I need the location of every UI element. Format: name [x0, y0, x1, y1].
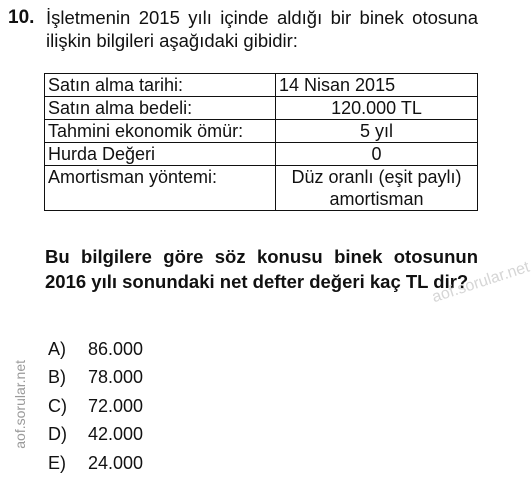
- option-letter: E): [48, 452, 66, 473]
- option-letter: C): [48, 395, 67, 416]
- option-c[interactable]: [48, 392, 143, 421]
- answer-options: [48, 335, 143, 478]
- side-watermark: [2, 360, 28, 465]
- table-label: Amortisman yöntemi:: [45, 166, 276, 211]
- question-number: 10.: [8, 7, 35, 28]
- table-label: Tahmini ekonomik ömür:: [45, 120, 276, 143]
- option-b[interactable]: [48, 364, 143, 393]
- option-text: 86.000: [88, 338, 144, 359]
- table-row: [45, 120, 478, 143]
- info-table: [44, 73, 478, 211]
- table-value: 0: [276, 143, 478, 166]
- table-value: 5 yıl: [276, 120, 478, 143]
- option-text: 72.000: [88, 395, 144, 416]
- table-row: [45, 97, 478, 120]
- table-row: [45, 166, 478, 211]
- question-intro: İşletmenin 2015 yılı içinde aldığı bir binek otosuna ilişkin bilgileri aşağıdaki gibidir:: [46, 7, 478, 51]
- side-watermark-text: aof.sorular.net: [12, 360, 28, 449]
- option-letter: D): [48, 424, 67, 445]
- table-label: Satın alma tarihi:: [45, 74, 276, 97]
- option-letter: A): [48, 338, 66, 359]
- option-letter: B): [48, 367, 66, 388]
- option-d[interactable]: [48, 421, 143, 450]
- table-value: Düz oranlı (eşit paylı) amortisman: [276, 166, 478, 211]
- option-text: 42.000: [88, 424, 144, 445]
- option-text: 78.000: [88, 367, 144, 388]
- table-row: [45, 74, 478, 97]
- table-value: 14 Nisan 2015: [276, 74, 478, 97]
- option-a[interactable]: [48, 335, 143, 364]
- table-label: Hurda Değeri: [45, 143, 276, 166]
- question-prompt: Bu bilgilere göre söz konusu binek otosunun 2016 yılı sonundaki net defter değeri kaç TL dir?: [45, 246, 478, 292]
- table-value: 120.000 TL: [276, 97, 478, 120]
- option-e[interactable]: [48, 449, 143, 478]
- option-text: 24.000: [88, 452, 144, 473]
- table-label: Satın alma bedeli:: [45, 97, 276, 120]
- diagonal-watermark: aof.sorular.net: [430, 258, 532, 307]
- table-row: [45, 143, 478, 166]
